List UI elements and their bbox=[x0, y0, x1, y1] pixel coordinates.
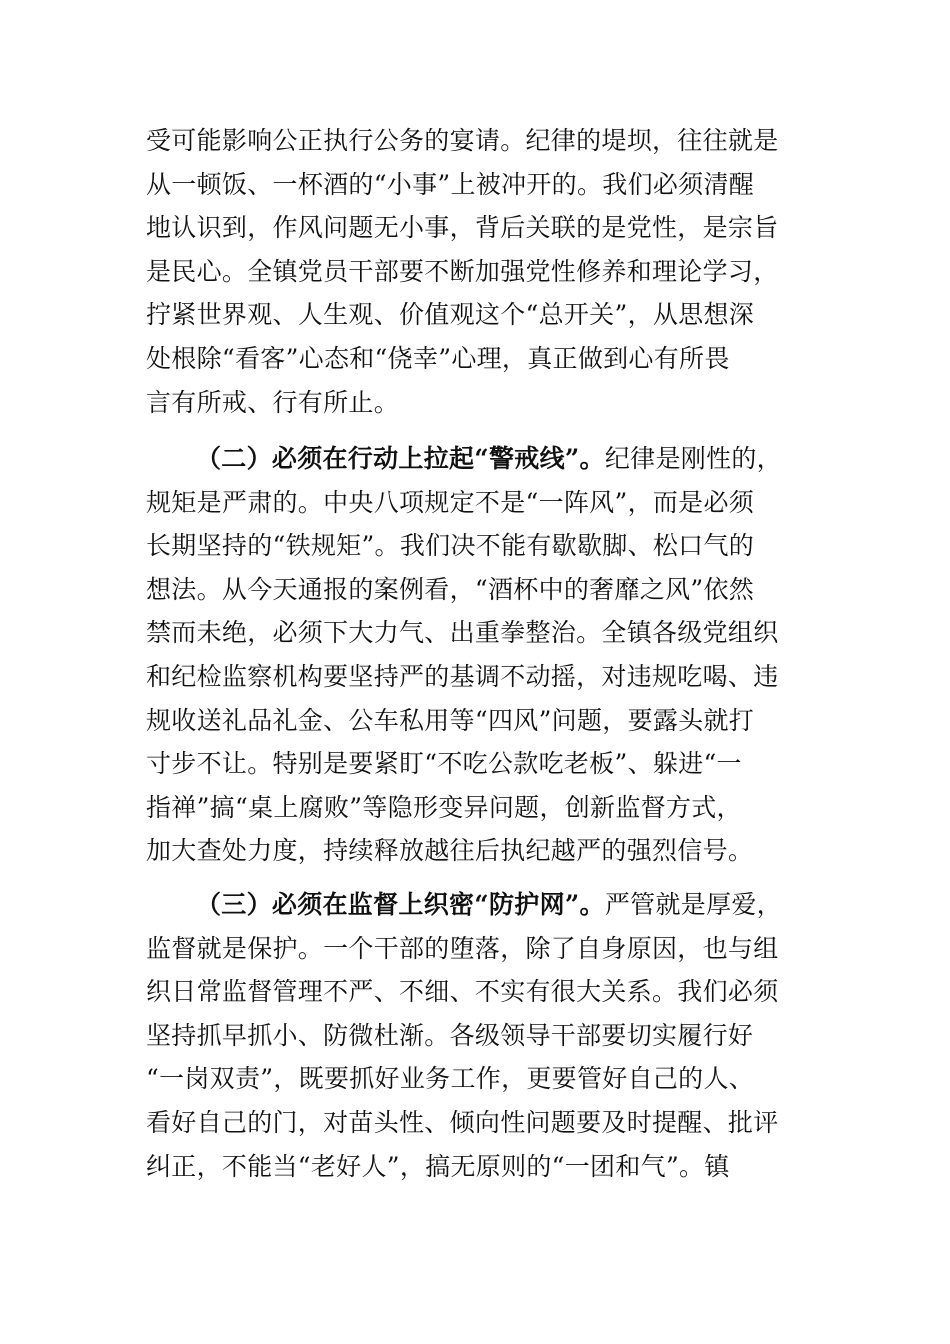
text-line: 织日常监督管理不严、不细、不实有很大关系。我们必须 bbox=[146, 977, 779, 1007]
text-line: 规矩是严肃的。中央八项规定不是“一阵风”，而是必须 bbox=[146, 487, 755, 517]
paragraph-first-line bbox=[146, 883, 816, 927]
text-line: 从一顿饭、一杯酒的“小事”上被冲开的。我们必须清醒 bbox=[146, 169, 755, 199]
text-line: 加大查处力度，持续释放越往后执纪越严的强烈信号。 bbox=[146, 836, 754, 866]
text-line: 处根除“看客”心态和“侥幸”心理，真正做到心有所畏 bbox=[146, 343, 730, 373]
lead-text: 纪律是刚性的， bbox=[604, 444, 782, 473]
text-line: 看好自己的门，对苗头性、倾向性问题要及时提醒、批评 bbox=[146, 1107, 779, 1137]
lead-text: 严管就是厚爱， bbox=[604, 890, 782, 919]
paragraph-2 bbox=[146, 437, 816, 873]
text-line: 纠正，不能当“老好人”，搞无原则的“一团和气”。镇 bbox=[146, 1151, 730, 1181]
text-line: 受可能影响公正执行公务的宴请。纪律的堤坝，往往就是 bbox=[146, 126, 779, 155]
text-line: 规收送礼品礼金、公车私用等“四风”问题，要露头就打 bbox=[146, 705, 755, 735]
text-line: 寸步不让。特别是要紧盯“不吃公款吃老板”、躲进“一 bbox=[146, 749, 742, 779]
text-line: 禁而未绝，必须下大力气、出重拳整治。全镇各级党组织 bbox=[146, 618, 779, 648]
text-line: 想法。从今天通报的案例看，“酒杯中的奢靡之风”依然 bbox=[146, 574, 755, 604]
section-heading: （二）必须在行动上拉起“警戒线”。 bbox=[196, 444, 605, 473]
text-line: 坚持抓早抓小、防微杜渐。各级领导干部要切实履行好 bbox=[146, 1020, 754, 1050]
text-line: 是民心。全镇党员干部要不断加强党性修养和理论学习， bbox=[146, 256, 779, 286]
paragraph-first-line bbox=[146, 437, 816, 481]
section-heading: （三）必须在监督上织密“防护网”。 bbox=[196, 890, 605, 919]
text-line: 言有所戒、行有所止。 bbox=[146, 387, 400, 417]
text-line: 监督就是保护。一个干部的堕落，除了自身原因，也与组 bbox=[146, 933, 779, 963]
paragraph-3 bbox=[146, 883, 816, 1188]
text-line: 长期坚持的“铁规矩”。我们决不能有歇歇脚、松口气的 bbox=[146, 531, 755, 561]
text-line: 拧紧世界观、人生观、价值观这个“总开关”，从思想深 bbox=[146, 300, 755, 330]
text-line: 指禅”搞“桌上腐败”等隐形变异问题，创新监督方式， bbox=[146, 792, 742, 822]
text-line: 地认识到，作风问题无小事，背后关联的是党性，是宗旨 bbox=[146, 213, 779, 243]
text-line: 和纪检监察机构要坚持严的基调不动摇，对违规吃喝、违 bbox=[146, 661, 779, 691]
text-line: “一岗双责”，既要抓好业务工作，更要管好自己的人、 bbox=[146, 1064, 755, 1094]
paragraph-1 bbox=[146, 119, 816, 424]
